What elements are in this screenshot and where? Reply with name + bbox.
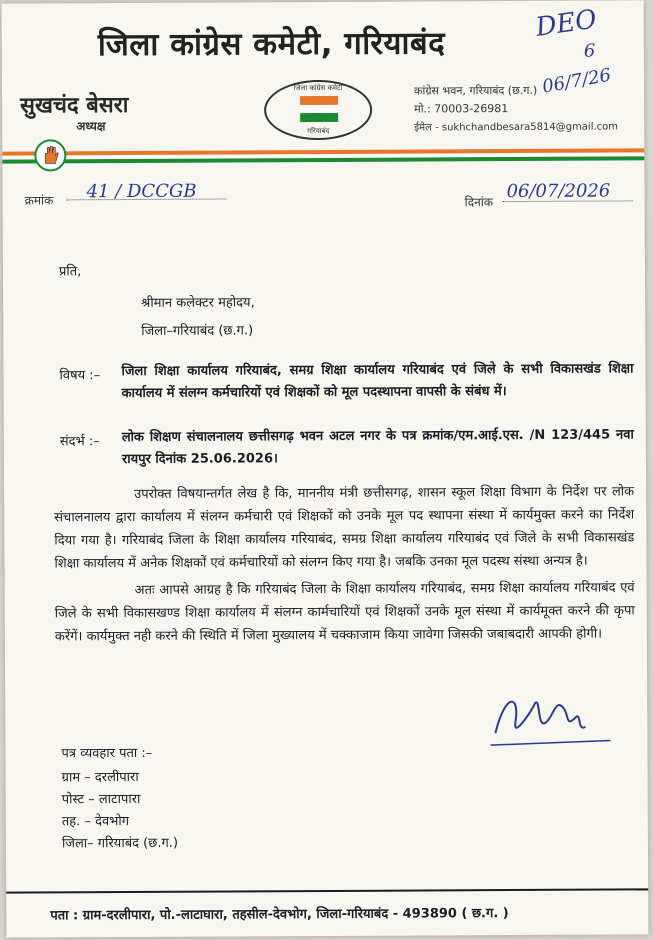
handwritten-stamp: DEO: [533, 4, 599, 43]
body-paragraph-1: उपरोक्त विषयान्तर्गत लेख है कि, माननीय मंत्री छत्तीसगढ़, शासन स्कूल शिक्षा विभाग के निर्देश पर लोक संचालनालय द्वारा कार्यालय में संलग्न कर्मचारी एवं शिक्षकों को उनके मूल पद स्थापना संस्था में कार्यमुक्त करने का निर्देश दिया गया है। गरियाबंद जिला के शिक्षा कार्यालय गरियाबंद, समग्र शिक्षा कार्यालय गरियाबंद एवं जिले के सभी विकासखंड शिक्षा कार्यालय में अनेक शिक्षकों एवं कर्मचारियों को संलग्न किए गया है। जबकि उनका मूल पदस्थ संस्था अन्यत्र है।: [54, 484, 635, 572]
signature: [485, 682, 615, 753]
hand-emblem-icon: [34, 139, 66, 171]
office-email: ईमेल - sukhchandbesara5814@gmail.com: [414, 121, 619, 134]
subject-label: विषय :–: [59, 368, 101, 384]
correspondence-village: ग्राम – दरलीपारा: [61, 769, 139, 786]
handwritten-stamp-number: 6: [583, 40, 596, 62]
footer-address: पता : ग्राम-दरलीपारा, पो.-लाटाघारा, तहसील-देवभोग, जिला-गरियाबंद - 493890 ( छ.ग. ): [50, 906, 509, 924]
office-address: कांग्रेस भवन, गरियाबंद (छ.ग.): [413, 83, 538, 98]
correspondence-heading: पत्र व्यवहार पता :–: [61, 745, 153, 762]
logo-top-text: जिला कांग्रेस कमेटी: [293, 83, 343, 93]
correspondence-district: जिला– गरियाबंद (छ.ग.): [61, 835, 179, 852]
president-designation: अध्यक्ष: [76, 119, 106, 134]
date-value: 06/07/2026: [506, 180, 611, 203]
reference-text: लोक शिक्षण संचालनालय छत्तीसगढ़ भवन अटल नगर के पत्र क्रमांक/एम.आई.एस. /N 123/445 नवा रायपुर दिनांक 25.06.2026।: [121, 427, 634, 468]
letterhead-title: जिला कांग्रेस कमेटी, गरियाबंद: [97, 25, 446, 64]
ref-label: क्रमांक: [24, 193, 54, 208]
subject-text: जिला शिक्षा कार्यालय गरियाबंद, समग्र शिक्षा कार्यालय गरियाबंद एवं जिले के सभी विकासखंड शिक्षा कार्यालय में संलग्न कर्मचारियों एवं शिक्षकों को मूल पदस्थापना वापसी के संबंध में।: [121, 361, 634, 402]
addressee-line1: श्रीमान कलेक्टर महोदय,: [141, 295, 255, 311]
reference-label: संदर्भ :–: [59, 434, 100, 450]
correspondence-tehsil: तह. – देवभोग: [61, 814, 130, 830]
correspondence-post: पोस्ट – लाटापारा: [61, 791, 141, 808]
body-paragraph-2: अतः आपसे आग्रह है कि गरियाबंद जिला के शिक्षा कार्यालय गरियाबंद, समग्र शिक्षा कार्यालय गरियाबंद एवं जिले के सभी विकासखण्ड शिक्षा कार्यालय में संलग्न कार्मचारियों एवं शिक्षकों उनके मूल संस्था में कार्यमूक्त करने की कृपा करेंगें। कार्यमुक्त नही करने की स्थिति में जिला मुख्यालय में चक्काजाम किया जावेगा जिसकी जबाबदारी आपकी होगी।: [54, 580, 635, 645]
party-logo: [264, 80, 372, 141]
prati: प्रति,: [58, 264, 82, 280]
date-label: दिनांक: [464, 195, 494, 210]
logo-bottom-text: गरियाबंद: [307, 126, 330, 136]
office-mobile: मो.: 70003-26981: [414, 102, 509, 116]
flag-icon: [300, 96, 338, 122]
footer-rule: [6, 888, 648, 893]
president-name: सुखचंद बेसरा: [20, 93, 129, 119]
ref-number: 41 / DCCGB: [86, 180, 197, 203]
letter-page: [2, 0, 649, 937]
addressee-line2: जिला–गरियाबंद (छ.ग.): [141, 323, 254, 339]
handwritten-stamp-date: 06/7/26: [540, 64, 613, 98]
